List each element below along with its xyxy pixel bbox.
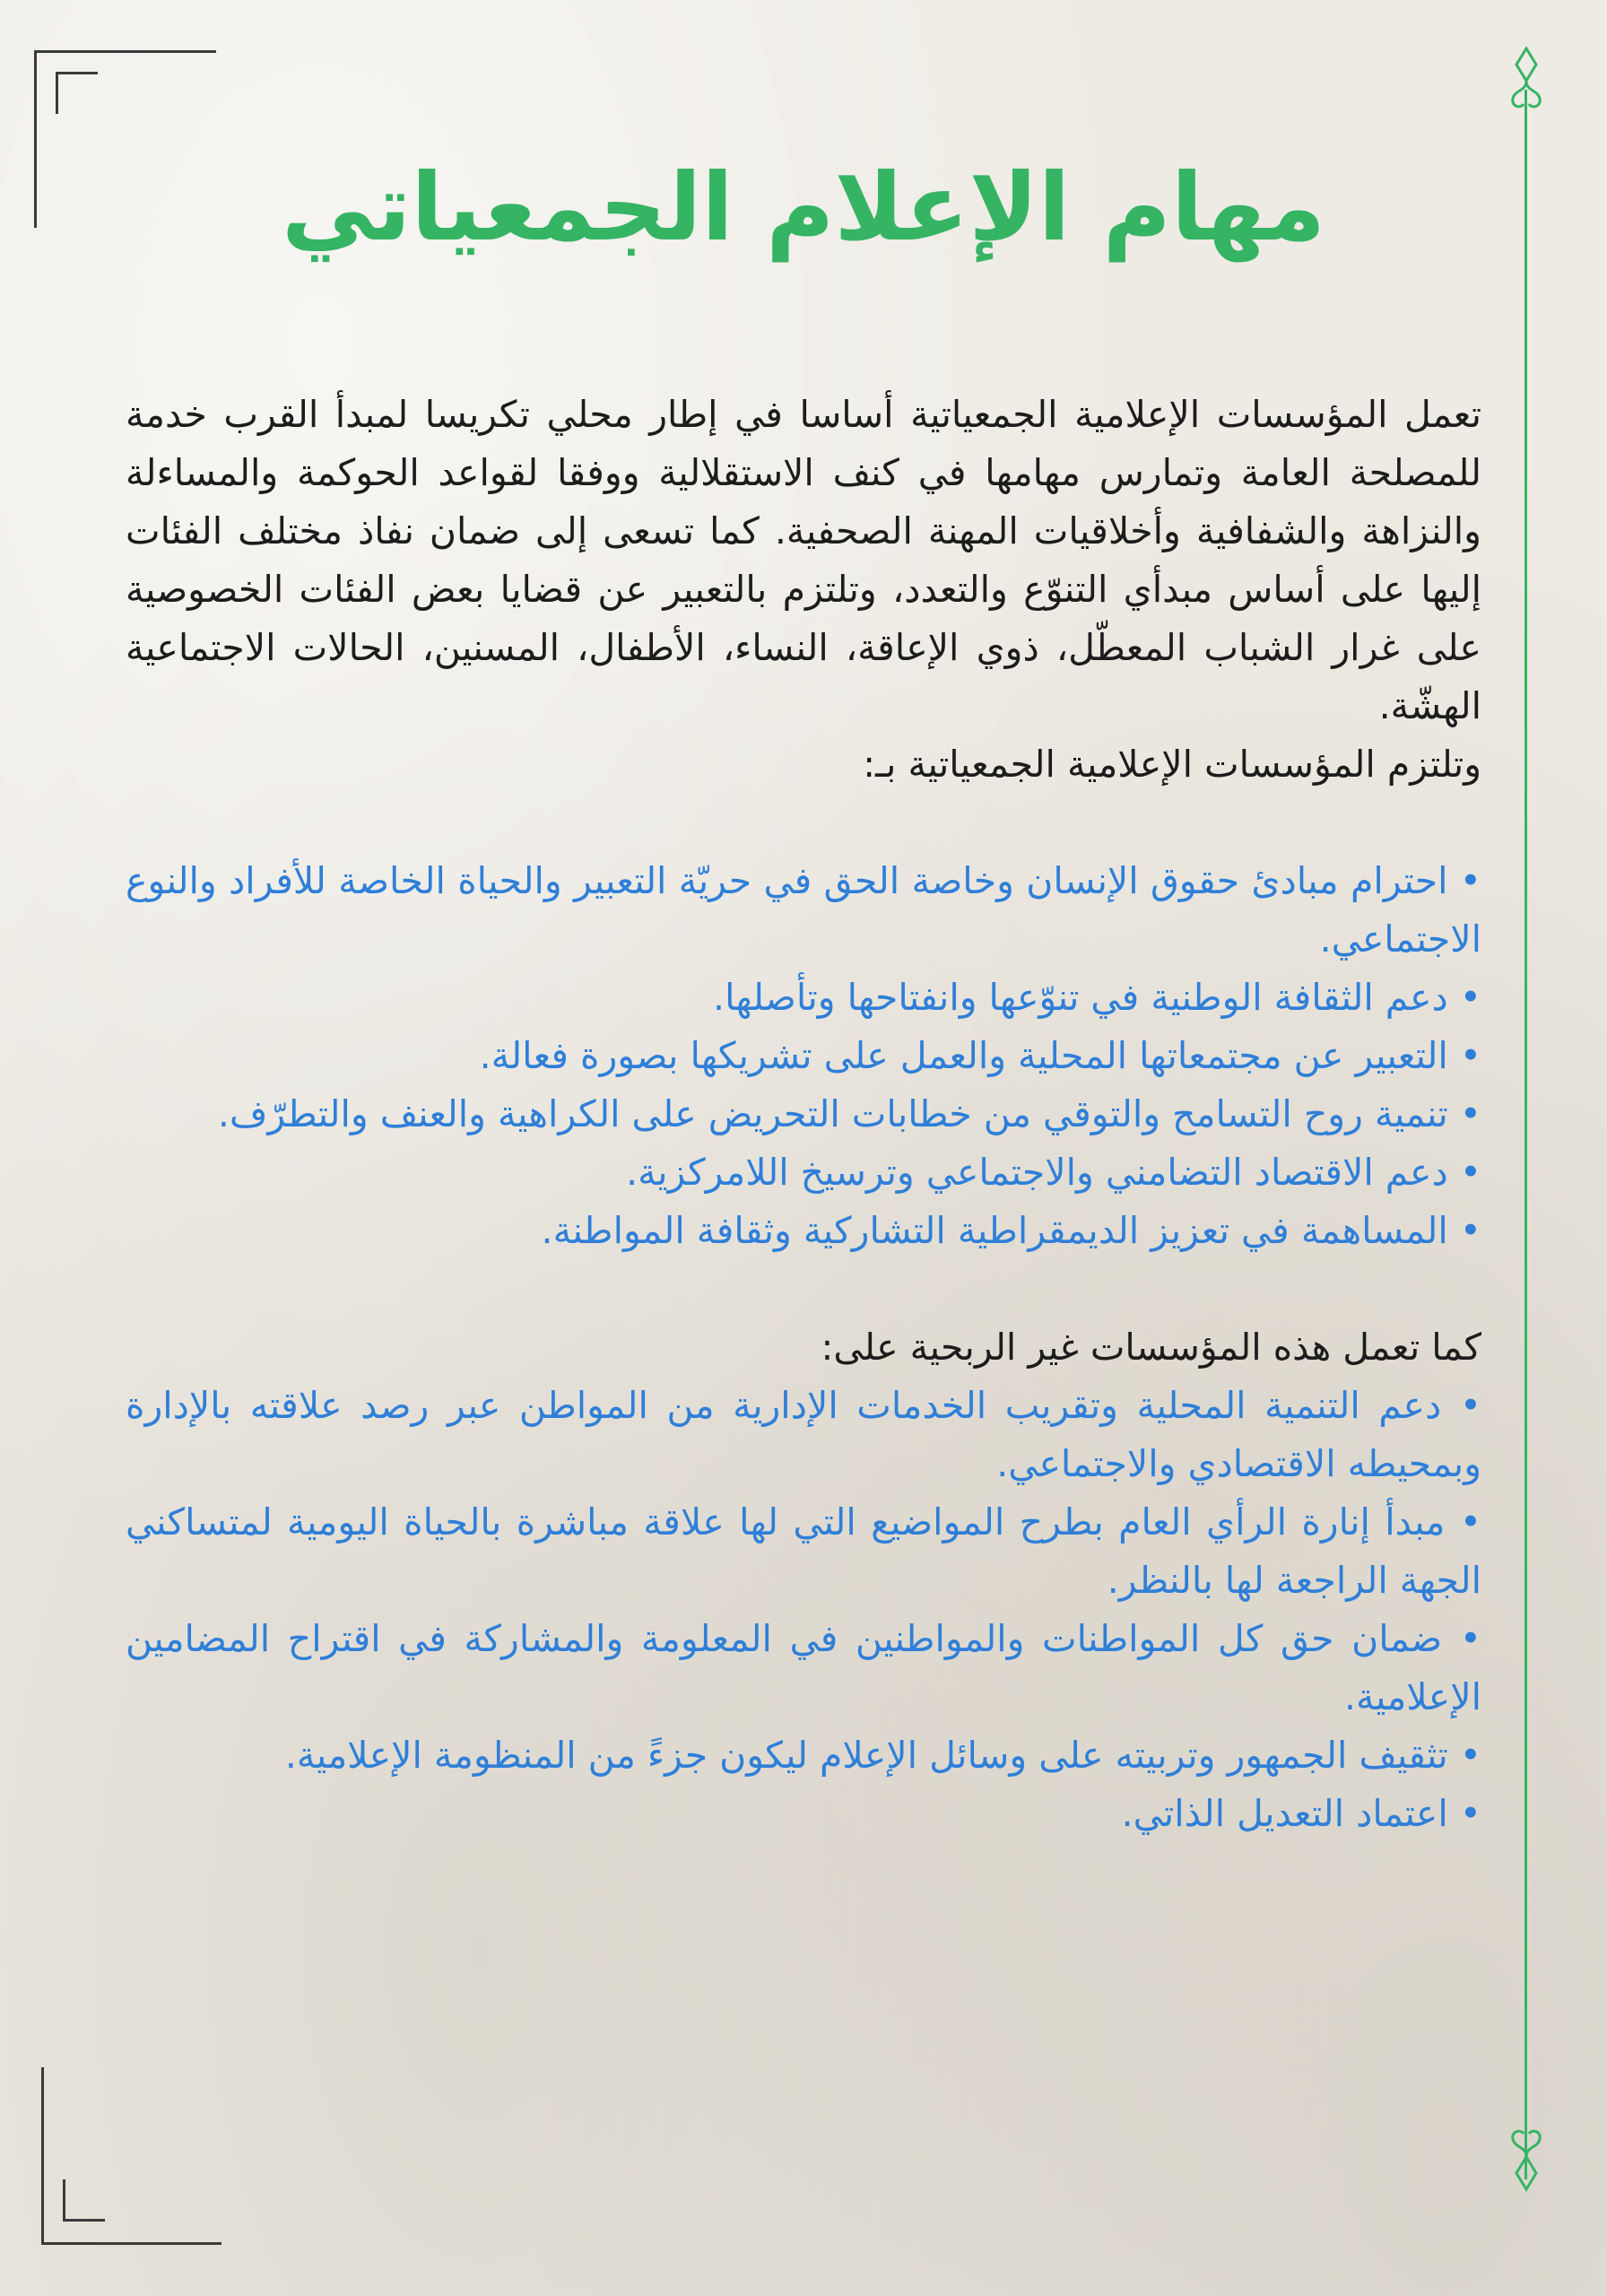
diamond-flourish-icon <box>1497 2121 1556 2193</box>
section-spacer <box>126 1260 1481 1318</box>
nonprofit-item: • تثقيف الجمهور وتربيته على وسائل الإعلام ليكون جزءً من المنظومة الإعلامية. <box>284 1734 1481 1777</box>
nonprofit-item: • اعتماد التعديل الذاتي. <box>1121 1792 1481 1835</box>
vertical-ornament-line <box>1524 90 1527 2179</box>
commitment-item: • تنمية روح التسامح والتوقي من خطابات التحريض على الكراهية والعنف والتطرّف. <box>217 1092 1481 1135</box>
nonprofit-item: • مبدأ إنارة الرأي العام بطرح المواضيع التي لها علاقة مباشرة بالحياة اليومية لمتساكني الجهة الراجعة لها بالنظر. <box>126 1500 1481 1602</box>
commitment-item: • دعم الثقافة الوطنية في تنوّعها وانفتاحها وتأصلها. <box>713 976 1481 1019</box>
corner-bracket-top-left-inner <box>56 72 98 114</box>
section-spacer <box>126 794 1481 852</box>
diamond-flourish-icon <box>1497 45 1556 117</box>
commitments-heading: وتلتزم المؤسسات الإعلامية الجمعياتية بـ: <box>863 743 1481 786</box>
nonprofit-item: • دعم التنمية المحلية وتقريب الخدمات الإدارية من المواطن عبر رصد علاقته بالإدارة وبمحيطه الاقتصادي والاجتماعي. <box>126 1384 1481 1485</box>
document-body <box>126 386 1481 1843</box>
nonprofit-item: • ضمان حق كل المواطنات والمواطنين في المعلومة والمشاركة في اقتراح المضامين الإعلامية. <box>126 1617 1481 1718</box>
corner-bracket-bottom-left-inner <box>63 2179 105 2222</box>
commitment-item: • المساهمة في تعزيز الديمقراطية التشاركية وثقافة المواطنة. <box>541 1209 1481 1252</box>
intro-paragraph: تعمل المؤسسات الإعلامية الجمعياتية أساسا في إطار محلي تكريسا لمبدأ القرب خدمة للمصلحة العامة وتمارس مهامها في كنف الاستقلالية ووفقا لقواعد الحوكمة والمساءلة والنزاهة والشفافية وأخلاقيات المهنة الصحفية. كما تسعى إلى ضمان نفاذ مختلف الفئات إليها على أساس مبدأي التنوّع والتعدد، وتلتزم بالتعبير عن قضايا بعض الفئات الخصوصية على غرار الشباب المعطّل، ذوي الإعاقة، النساء، الأطفال، المسنين، الحالات الاجتماعية الهشّة. <box>126 393 1481 727</box>
commitment-item: • احترام مبادئ حقوق الإنسان وخاصة الحق في حريّة التعبير والحياة الخاصة للأفراد والنوع الاجتماعي. <box>126 859 1481 961</box>
nonprofit-heading: كما تعمل هذه المؤسسات غير الربحية على: <box>821 1326 1481 1369</box>
commitment-item: • دعم الاقتصاد التضامني والاجتماعي وترسيخ اللامركزية. <box>626 1151 1481 1194</box>
commitment-item: • التعبير عن مجتمعاتها المحلية والعمل على تشريكها بصورة فعالة. <box>479 1034 1481 1077</box>
page-title: مهام الإعلام الجمعياتي <box>282 152 1325 262</box>
